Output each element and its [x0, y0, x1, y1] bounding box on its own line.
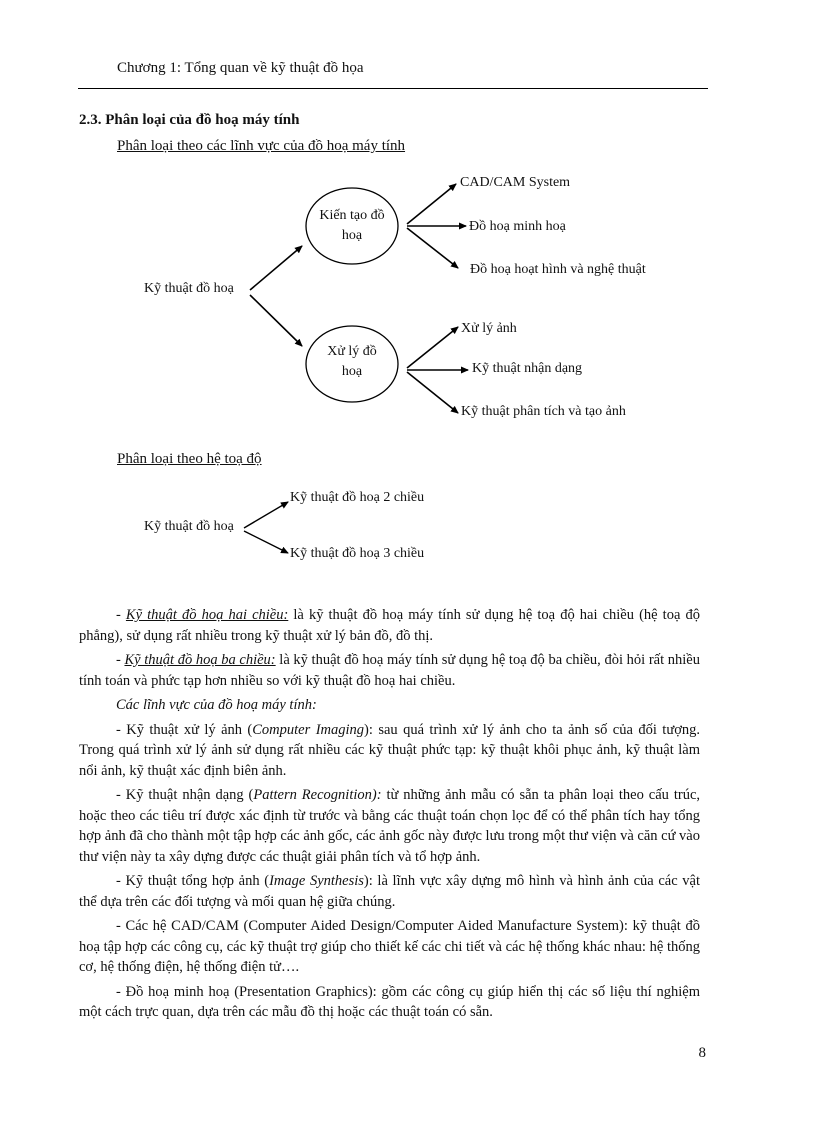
paragraph-imaging: - Kỹ thuật xử lý ảnh (Computer Imaging): sau quá trình xử lý ảnh cho ta ảnh số của đối tượng. Trong quá trình xử lý ảnh sử dụng rất nhiều các kỹ thuật phức tạp: kỹ thuật khôi phục ảnh, kỹ thuật làm nổi ảnh, kỹ thuật xác định biên ảnh. — [79, 721, 700, 779]
page-number: 8 — [698, 1045, 706, 1061]
term-2d: Kỹ thuật đồ hoạ hai chiều: — [125, 607, 289, 623]
paragraph-3d: - Kỹ thuật đồ hoạ ba chiều: là kỹ thuật đồ hoạ máy tính sử dụng hệ toạ độ ba chiều, đòi hỏi rất nhiều tính toán và phức tạp hơn nhiều so với kỹ thuật đồ hoạ hai chiều. — [79, 652, 700, 689]
node-bottom-label — [306, 342, 398, 382]
leaf-analysis: Kỹ thuật phân tích và tạo ảnh — [461, 404, 626, 419]
leaf-3d: Kỹ thuật đồ hoạ 3 chiều — [290, 546, 425, 561]
leaf-cadcam: CAD/CAM System — [460, 175, 571, 190]
chapter-header: Chương 1: Tổng quan về kỹ thuật đồ họa — [117, 60, 364, 76]
diagram1-subtitle: Phân loại theo các lĩnh vực của đồ hoạ máy tính — [117, 138, 406, 154]
leaf-2d: Kỹ thuật đồ hoạ 2 chiều — [290, 490, 425, 505]
node-top-label — [306, 206, 398, 246]
paragraph-presentation: - Đồ hoạ minh hoạ (Presentation Graphics): gồm các công cụ giúp hiển thị các số liệu thí nghiệm một cách trực quan, dựa trên các mẫu đồ thị hoặc các thuật toán có sẵn. — [79, 983, 700, 1020]
arrow-root-top — [250, 246, 302, 290]
leaf-animation: Đồ hoạ hoạt hình và nghệ thuật — [470, 262, 646, 277]
leaf-image-processing: Xử lý ảnh — [461, 321, 517, 336]
term-3d: Kỹ thuật đồ hoạ ba chiều: — [124, 652, 276, 668]
leaf-presentation: Đồ hoạ minh hoạ — [469, 219, 566, 234]
leaf-recognition: Kỹ thuật nhận dạng — [472, 361, 583, 376]
arrow-d2-up — [244, 502, 288, 528]
paragraph-cadcam: - Các hệ CAD/CAM (Computer Aided Design/Computer Aided Manufacture System): kỹ thuật đồ hoạ tập hợp các công cụ, các kỹ thuật trợ giúp cho thiết kế các chi tiết và các hệ thống khác nhau: hệ thống cơ, hệ thống điện, hệ thống điện tử…. — [79, 918, 700, 975]
section-title: 2.3. Phân loại của đồ hoạ máy tính — [79, 112, 300, 128]
arrow-d2-down — [244, 531, 288, 553]
diagram2-root: Kỹ thuật đồ hoạ — [144, 519, 234, 534]
node-top-line1: Kiến tạo đồ — [319, 208, 385, 223]
diagram1-root: Kỹ thuật đồ hoạ — [144, 281, 234, 296]
paragraph-fields-heading: Các lĩnh vực của đồ hoạ máy tính: — [116, 697, 317, 713]
diagram2-subtitle: Phân loại theo hệ toạ độ — [117, 451, 262, 467]
arrow-root-bottom — [250, 295, 302, 346]
paragraph-2d: - Kỹ thuật đồ hoạ hai chiều: là kỹ thuật đồ hoạ máy tính sử dụng hệ toạ độ hai chiều (hệ toạ độ phẳng), sử dụng rất nhiều trong kỹ thuật xử lý bản đồ, đồ thị. — [79, 607, 700, 644]
arrow-bottom-leaf1 — [407, 327, 458, 368]
paragraph-recognition: - Kỹ thuật nhận dạng (Pattern Recognition): từ những ảnh mẫu có sẵn ta phân loại theo cấu trúc, hoặc theo các tiêu trí được xác định từ trước và bằng các thuật toán chọn lọc để có thể phân tích hay tổng hợp ảnh đã cho thành một tập hợp các ảnh gốc, các ảnh gốc này được lưu trong một thư viện và căn cứ vào thư viện này ta xây dựng được các thuật giải phân tích và tổ hợp ảnh. — [79, 787, 701, 865]
body-text — [79, 605, 700, 1027]
node-top-line2: hoạ — [341, 228, 363, 243]
arrow-top-leaf1 — [407, 184, 456, 224]
node-bottom-line1: Xử lý đồ — [327, 344, 377, 359]
arrow-bottom-leaf3 — [407, 372, 458, 413]
paragraph-synthesis: - Kỹ thuật tổng hợp ảnh (Image Synthesis): là lĩnh vực xây dựng mô hình và hình ảnh của các vật thể dựa trên các đối tượng và mối quan hệ giữa chúng. — [79, 873, 700, 910]
node-bottom-line2: hoạ — [341, 364, 363, 379]
arrow-top-leaf3 — [407, 228, 458, 268]
